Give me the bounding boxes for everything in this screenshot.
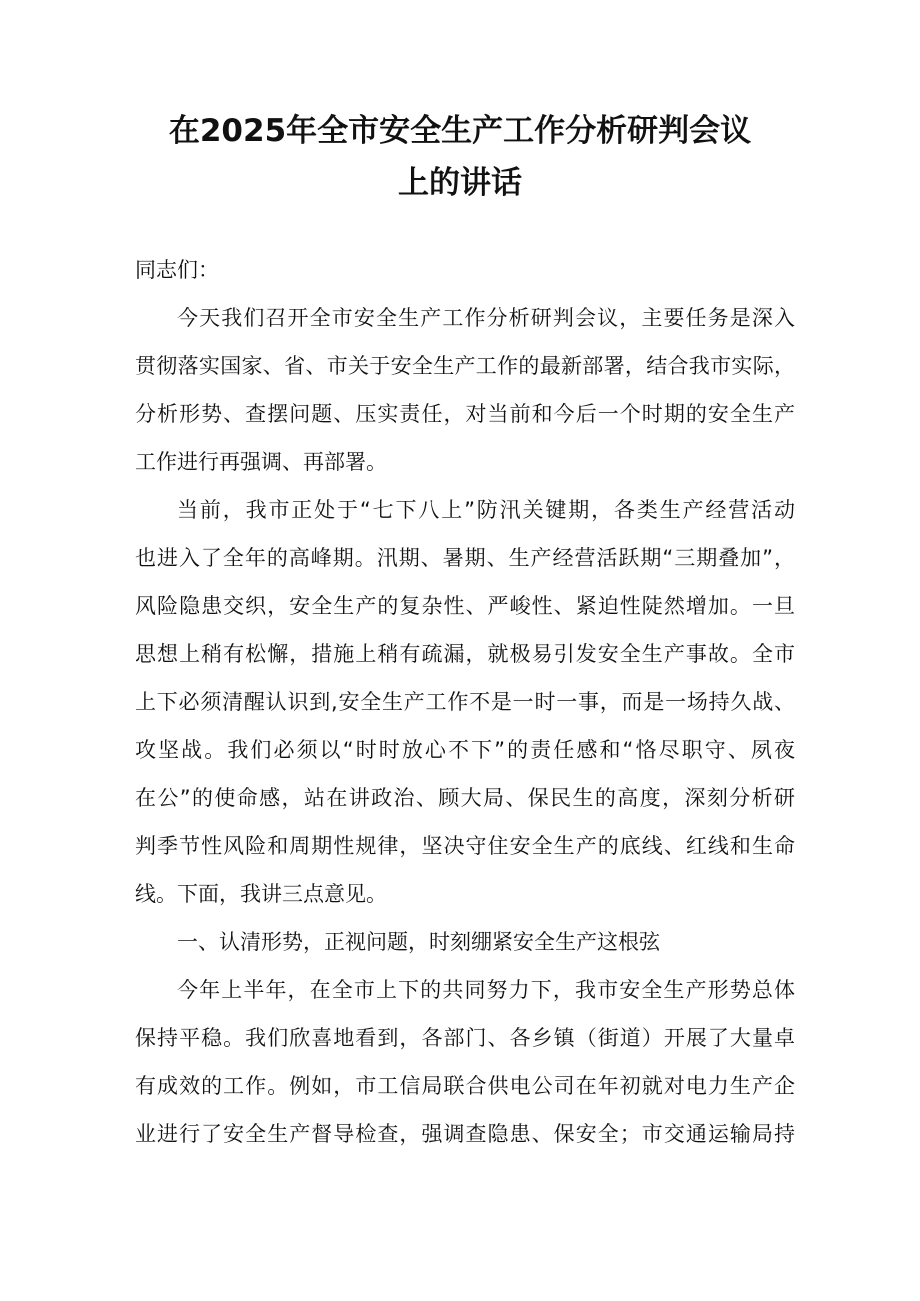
salutation: 同志们： bbox=[135, 258, 219, 282]
paragraph-line: 判季节性风险和周期性规律，坚决守住安全生产的底线、红线和生命 bbox=[135, 834, 795, 858]
paragraph-line: 思想上稍有松懈，措施上稍有疏漏，就极易引发安全生产事故。全市 bbox=[135, 642, 795, 666]
paragraph-line: 线。下面，我讲三点意见。 bbox=[135, 882, 387, 906]
paragraph-line: 业进行了安全生产督导检查，强调查隐患、保安全；市交通运输局持 bbox=[135, 1122, 795, 1146]
paragraph-line: 分析形势、查摆问题、压实责任，对当前和今后一个时期的安全生产 bbox=[135, 402, 795, 426]
paragraph-line: 在公”的使命感，站在讲政治、顾大局、保民生的高度，深刻分析研 bbox=[135, 786, 795, 810]
document-title-line-1: 在2025年全市安全生产工作分析研判会议 bbox=[168, 113, 752, 149]
document-body bbox=[135, 246, 795, 1158]
paragraph-line: 当前，我市正处于“七下八上”防汛关键期，各类生产经营活动 bbox=[177, 498, 795, 522]
paragraph-line: 也进入了全年的高峰期。汛期、暑期、生产经营活跃期“三期叠加”， bbox=[135, 546, 795, 570]
paragraph-line: 上下必须清醒认识到,安全生产工作不是一时一事，而是一场持久战、 bbox=[135, 690, 795, 714]
paragraph-4 bbox=[135, 966, 795, 1158]
paragraph-line: 工作进行再强调、再部署。 bbox=[135, 450, 387, 474]
paragraph-1 bbox=[135, 294, 795, 486]
paragraph-line: 贯彻落实国家、省、市关于安全生产工作的最新部署，结合我市实际， bbox=[135, 354, 795, 378]
paragraph-line: 有成效的工作。例如，市工信局联合供电公司在年初就对电力生产企 bbox=[135, 1074, 795, 1098]
paragraph-line: 攻坚战。我们必须以“时时放心不下”的责任感和“恪尽职守、夙夜 bbox=[135, 738, 795, 762]
paragraph-line: 今年上半年，在全市上下的共同努力下，我市安全生产形势总体 bbox=[177, 978, 795, 1002]
section-heading-1 bbox=[135, 918, 795, 966]
section-heading-text: 一、认清形势，正视问题，时刻绷紧安全生产这根弦 bbox=[177, 930, 660, 954]
paragraph-line: 风险隐患交织，安全生产的复杂性、严峻性、紧迫性陡然增加。一旦 bbox=[135, 594, 795, 618]
paragraph-2 bbox=[135, 486, 795, 918]
document-title-line-2: 上的讲话 bbox=[398, 165, 522, 201]
paragraph-line: 今天我们召开全市安全生产工作分析研判会议，主要任务是深入 bbox=[177, 306, 795, 330]
paragraph-line: 保持平稳。我们欣喜地看到，各部门、各乡镇（街道）开展了大量卓 bbox=[135, 1026, 795, 1050]
